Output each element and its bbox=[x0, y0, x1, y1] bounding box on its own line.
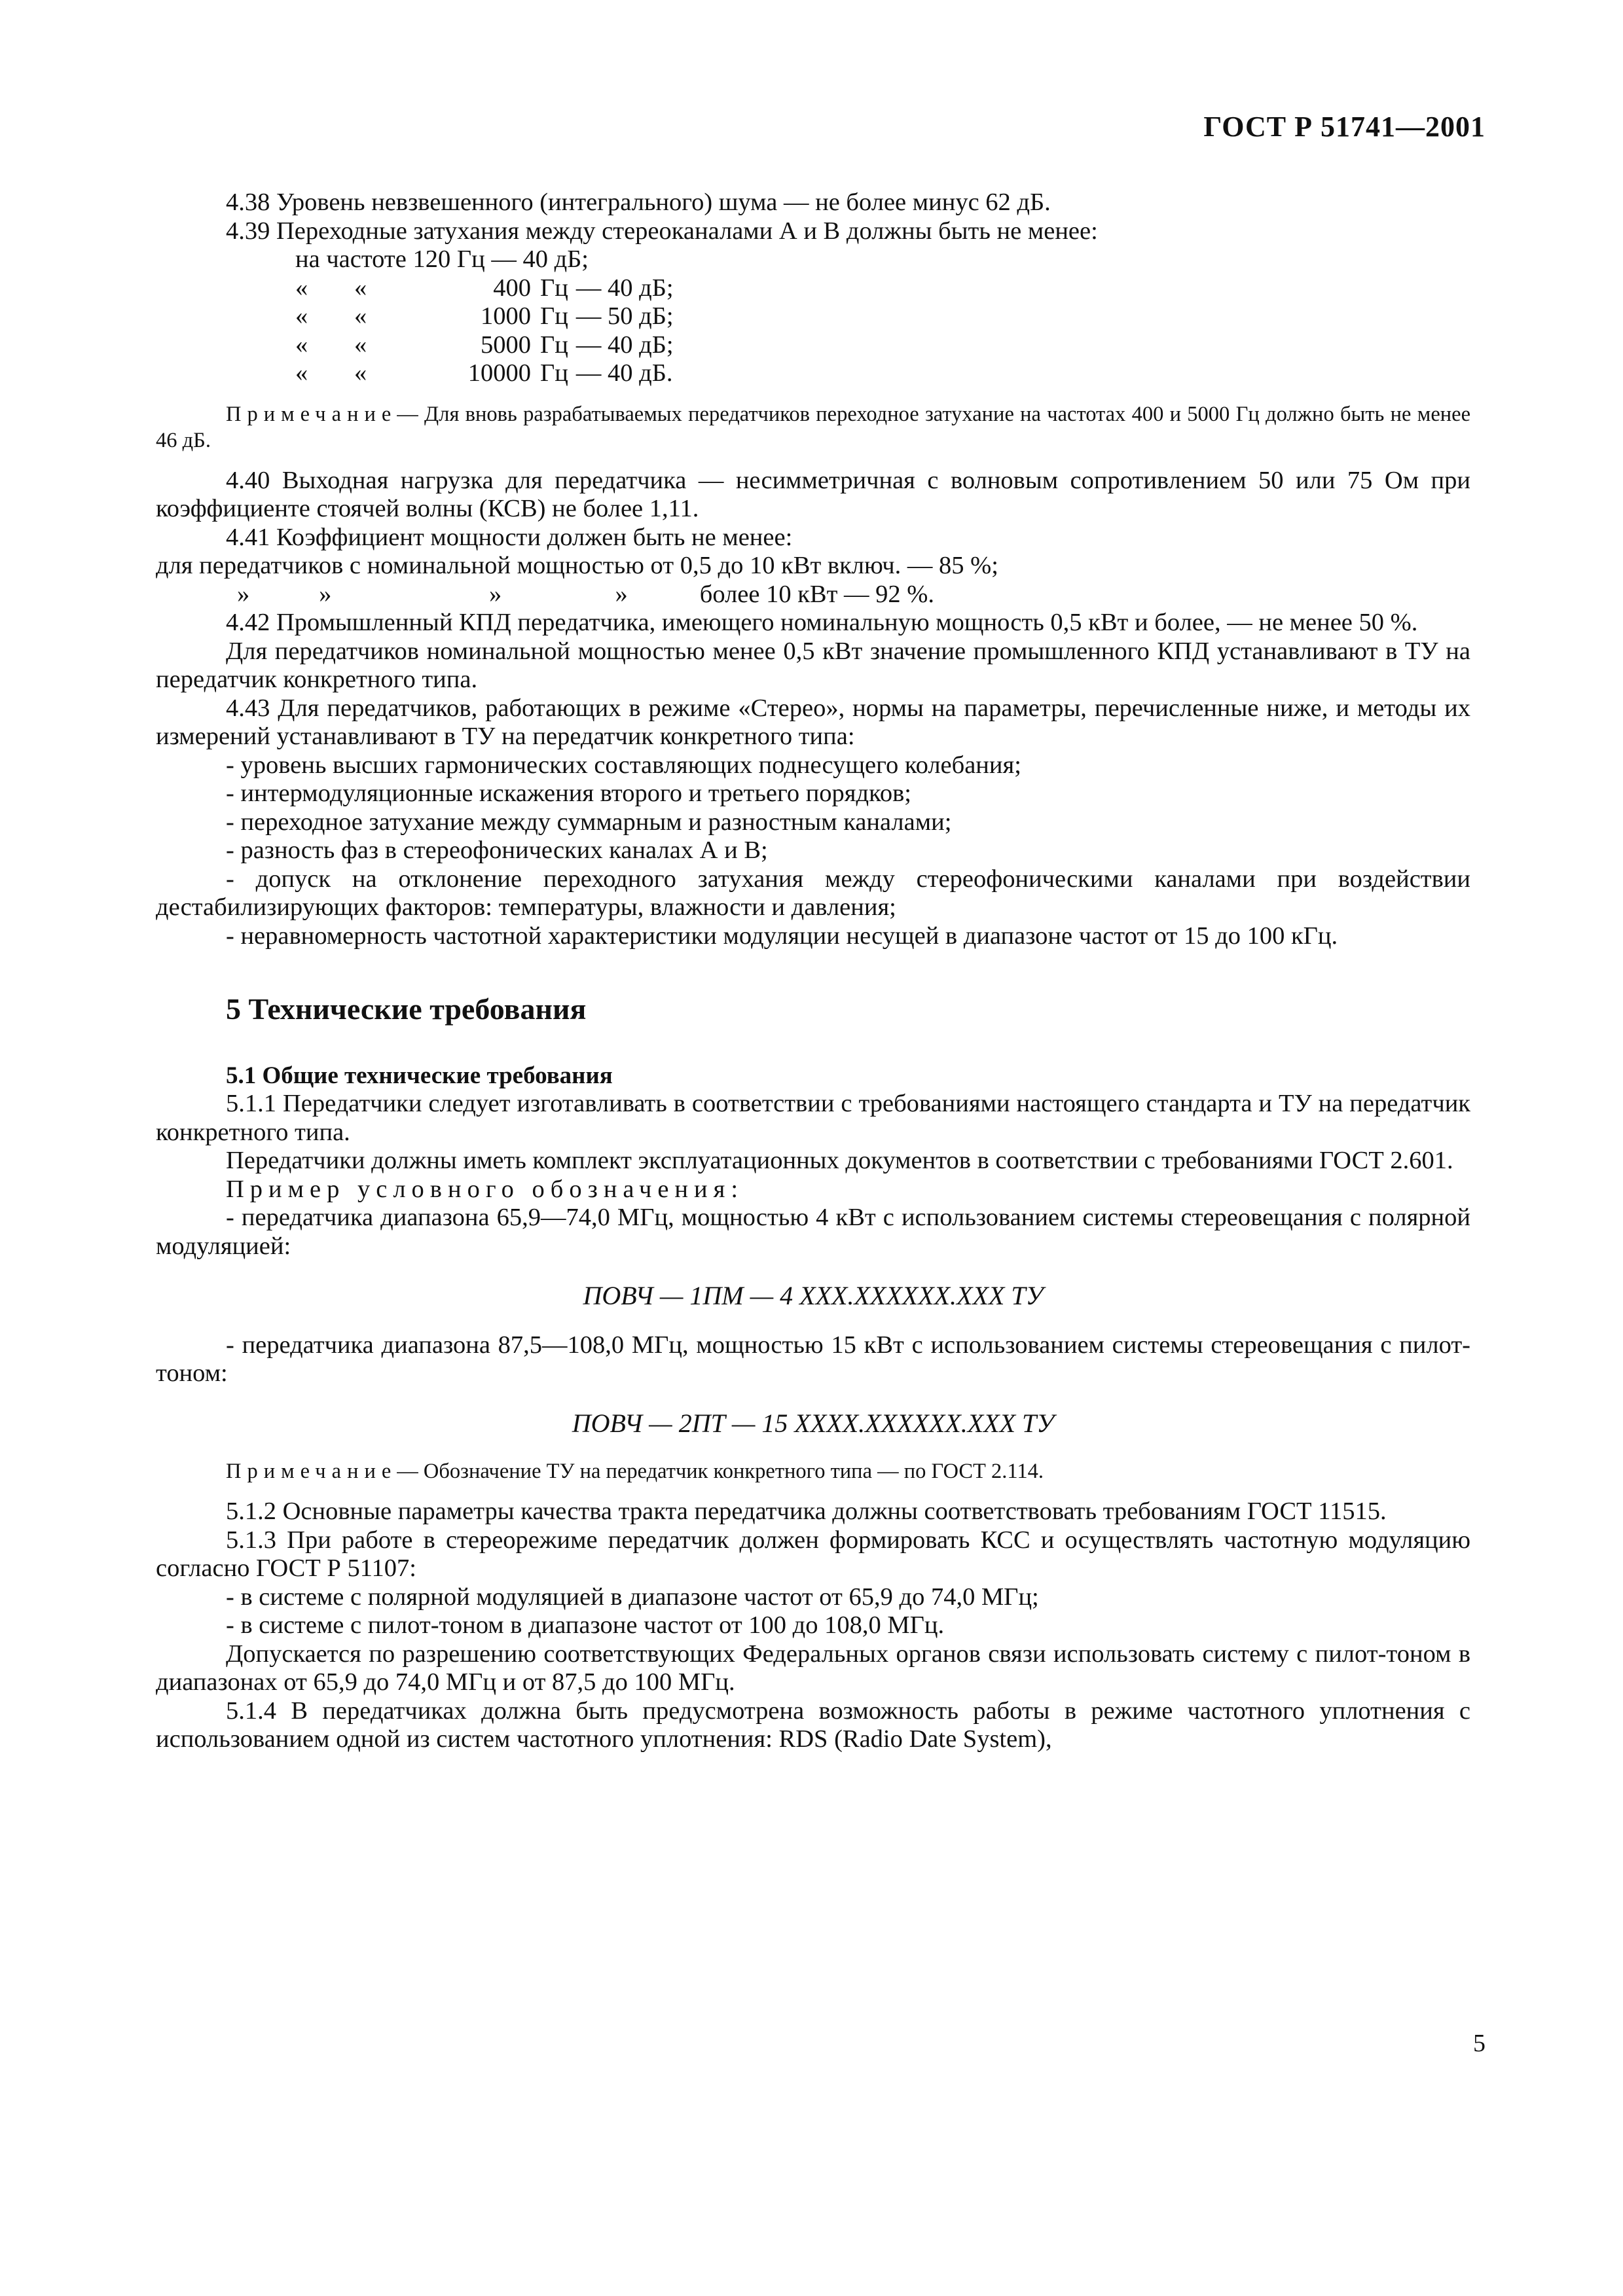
clause-4-43: 4.43 Для передатчиков, работающих в режиме «Стерео», нормы на параметры, перечисленные ниже, и методы их измерений устанавливают в ТУ на передатчик конкретного типа: bbox=[156, 694, 1470, 750]
list-item: - интермодуляционные искажения второго и третьего порядков; bbox=[226, 780, 911, 807]
example-2: - передатчика диапазона 87,5—108,0 МГц, мощностью 15 кВт с использованием системы стереовещания с пилот-тоном: bbox=[156, 1331, 1470, 1387]
ditto-mark: « bbox=[295, 331, 308, 359]
ditto-mark: « bbox=[295, 302, 308, 330]
crosstalk-row bbox=[295, 359, 674, 388]
note-1-text: — Для вновь разрабатываемых передатчиков переходное затухание на частотах 400 и 5000 Гц должно быть не менее 46 дБ. bbox=[156, 402, 1470, 452]
crosstalk-table bbox=[295, 274, 674, 388]
note-2 bbox=[156, 1458, 1470, 1484]
document-code-header: ГОСТ Р 51741—2001 bbox=[1203, 111, 1486, 143]
crosstalk-value: — 40 дБ; bbox=[575, 331, 674, 359]
clause-5-1-4: 5.1.4 В передатчиках должна быть предусмотрена возможность работы в режиме частотного уплотнения с использованием одной из систем частотного уплотнения: RDS (Radio Date System), bbox=[156, 1696, 1470, 1753]
crosstalk-frequency: 5000 bbox=[481, 331, 531, 359]
crosstalk-unit: Гц bbox=[540, 302, 568, 330]
list-item: - переходное затухание между суммарным и разностным каналами; bbox=[226, 808, 952, 836]
crosstalk-value: — 40 дБ; bbox=[575, 274, 674, 302]
ditto-mark: « bbox=[295, 274, 308, 302]
ditto-mark: « bbox=[354, 302, 367, 330]
repeat-marks: » » » » bbox=[237, 580, 628, 608]
clause-4-39-first-freq: на частоте 120 Гц — 40 дБ; bbox=[295, 245, 589, 273]
clause-5-1-1-b: Передатчики должны иметь комплект эксплуатационных документов в соответствии с требованиями ГОСТ 2.601. bbox=[226, 1147, 1453, 1174]
clause-4-40: 4.40 Выходная нагрузка для передатчика — несимметричная с волновым сопротивлением 50 или 75 Ом при коэффициенте стоячей волны (КСВ) не более 1,11. bbox=[156, 466, 1470, 522]
clause-4-41-line-1: для передатчиков с номинальной мощностью от 0,5 до 10 кВт включ. — 85 %; bbox=[156, 552, 998, 579]
crosstalk-unit: Гц bbox=[540, 331, 568, 359]
crosstalk-frequency: 400 bbox=[493, 274, 531, 302]
crosstalk-value: — 40 дБ. bbox=[575, 359, 673, 387]
clause-5-1-2: 5.1.2 Основные параметры качества тракта передатчика должны соответствовать требованиям ГОСТ 11515. bbox=[226, 1498, 1387, 1525]
ditto-mark: « bbox=[295, 359, 308, 387]
ditto-mark: « bbox=[354, 274, 367, 302]
clause-4-38: 4.38 Уровень невзвешенного (интегрального) шума — не более минус 62 дБ. bbox=[226, 188, 1051, 216]
crosstalk-row bbox=[295, 274, 674, 303]
list-item: - уровень высших гармонических составляющих поднесущего колебания; bbox=[226, 751, 1021, 779]
clause-4-41-line-2-text: более 10 кВт — 92 %. bbox=[699, 580, 934, 608]
crosstalk-frequency: 10000 bbox=[467, 359, 531, 387]
crosstalk-row bbox=[295, 331, 674, 360]
clause-5-1-3-b: Допускается по разрешению соответствующих Федеральных органов связи использовать систему с пилот-тоном в диапазонах от 65,9 до 74,0 МГц и от 87,5 до 100 МГц. bbox=[156, 1640, 1470, 1696]
list-item: - разность фаз в стереофонических каналах А и В; bbox=[226, 836, 768, 864]
clause-5-1-1: 5.1.1 Передатчики следует изготавливать в соответствии с требованиями настоящего стандарта и ТУ на передатчик конкретного типа. bbox=[156, 1090, 1470, 1146]
clause-4-42-b: Для передатчиков номинальной мощностью менее 0,5 кВт значение промышленного КПД устанавливают в ТУ на передатчик конкретного типа. bbox=[156, 637, 1470, 693]
clause-5-1-3: 5.1.3 При работе в стереорежиме передатчик должен формировать КСС и осуществлять частотную модуляцию согласно ГОСТ Р 51107: bbox=[156, 1526, 1470, 1582]
formula-2: ПОВЧ — 2ПТ — 15 ХХХХ.ХХХХХХ.ХХХ ТУ bbox=[572, 1408, 1055, 1438]
clause-4-43-list bbox=[156, 751, 1470, 951]
clause-4-39: 4.39 Переходные затухания между стереоканалами А и В должны быть не менее: bbox=[226, 217, 1098, 245]
list-item: - в системе с полярной модуляцией в диапазоне частот от 65,9 до 74,0 МГц; bbox=[226, 1583, 1039, 1611]
example-label: Пример условного обозначения: bbox=[226, 1175, 744, 1203]
formula-1: ПОВЧ — 1ПМ — 4 ХХХ.ХХХХХХ.ХХХ ТУ bbox=[583, 1281, 1044, 1310]
clause-4-41: 4.41 Коэффициент мощности должен быть не менее: bbox=[226, 523, 793, 551]
ditto-mark: « bbox=[354, 359, 367, 387]
crosstalk-frequency: 1000 bbox=[481, 302, 531, 330]
section-5-title: 5 Технические требования bbox=[226, 992, 587, 1026]
note-1-label: Примечание bbox=[226, 402, 397, 426]
list-item: - в системе с пилот-тоном в диапазоне частот от 100 до 108,0 МГц. bbox=[226, 1611, 945, 1639]
page-number: 5 bbox=[1473, 2030, 1486, 2057]
example-1: - передатчика диапазона 65,9—74,0 МГц, мощностью 4 кВт с использованием системы стереовещания с полярной модуляцией: bbox=[156, 1204, 1470, 1260]
clause-4-41-line-2 bbox=[156, 581, 1470, 609]
crosstalk-row bbox=[295, 302, 674, 331]
note-2-text: — Обозначение ТУ на передатчик конкретного типа — по ГОСТ 2.114. bbox=[397, 1460, 1044, 1483]
subsection-5-1-title: 5.1 Общие технические требования bbox=[226, 1062, 613, 1089]
clause-4-42: 4.42 Промышленный КПД передатчика, имеющего номинальную мощность 0,5 кВт и более, — не менее 50 %. bbox=[226, 609, 1418, 636]
note-1 bbox=[156, 401, 1470, 454]
crosstalk-value: — 50 дБ; bbox=[575, 302, 674, 330]
crosstalk-unit: Гц bbox=[540, 359, 568, 387]
ditto-mark: « bbox=[354, 331, 367, 359]
crosstalk-unit: Гц bbox=[540, 274, 568, 302]
list-item: - неравномерность частотной характеристики модуляции несущей в диапазоне частот от 15 до 100 кГц. bbox=[226, 922, 1338, 950]
list-item: - допуск на отклонение переходного затухания между стереофоническими каналами при воздействии дестабилизирующих факторов: температуры, влажности и давления; bbox=[156, 865, 1470, 921]
note-2-label: Примечание bbox=[226, 1460, 397, 1483]
page-body bbox=[156, 188, 1470, 1754]
clause-5-1-3-list bbox=[156, 1583, 1470, 1640]
